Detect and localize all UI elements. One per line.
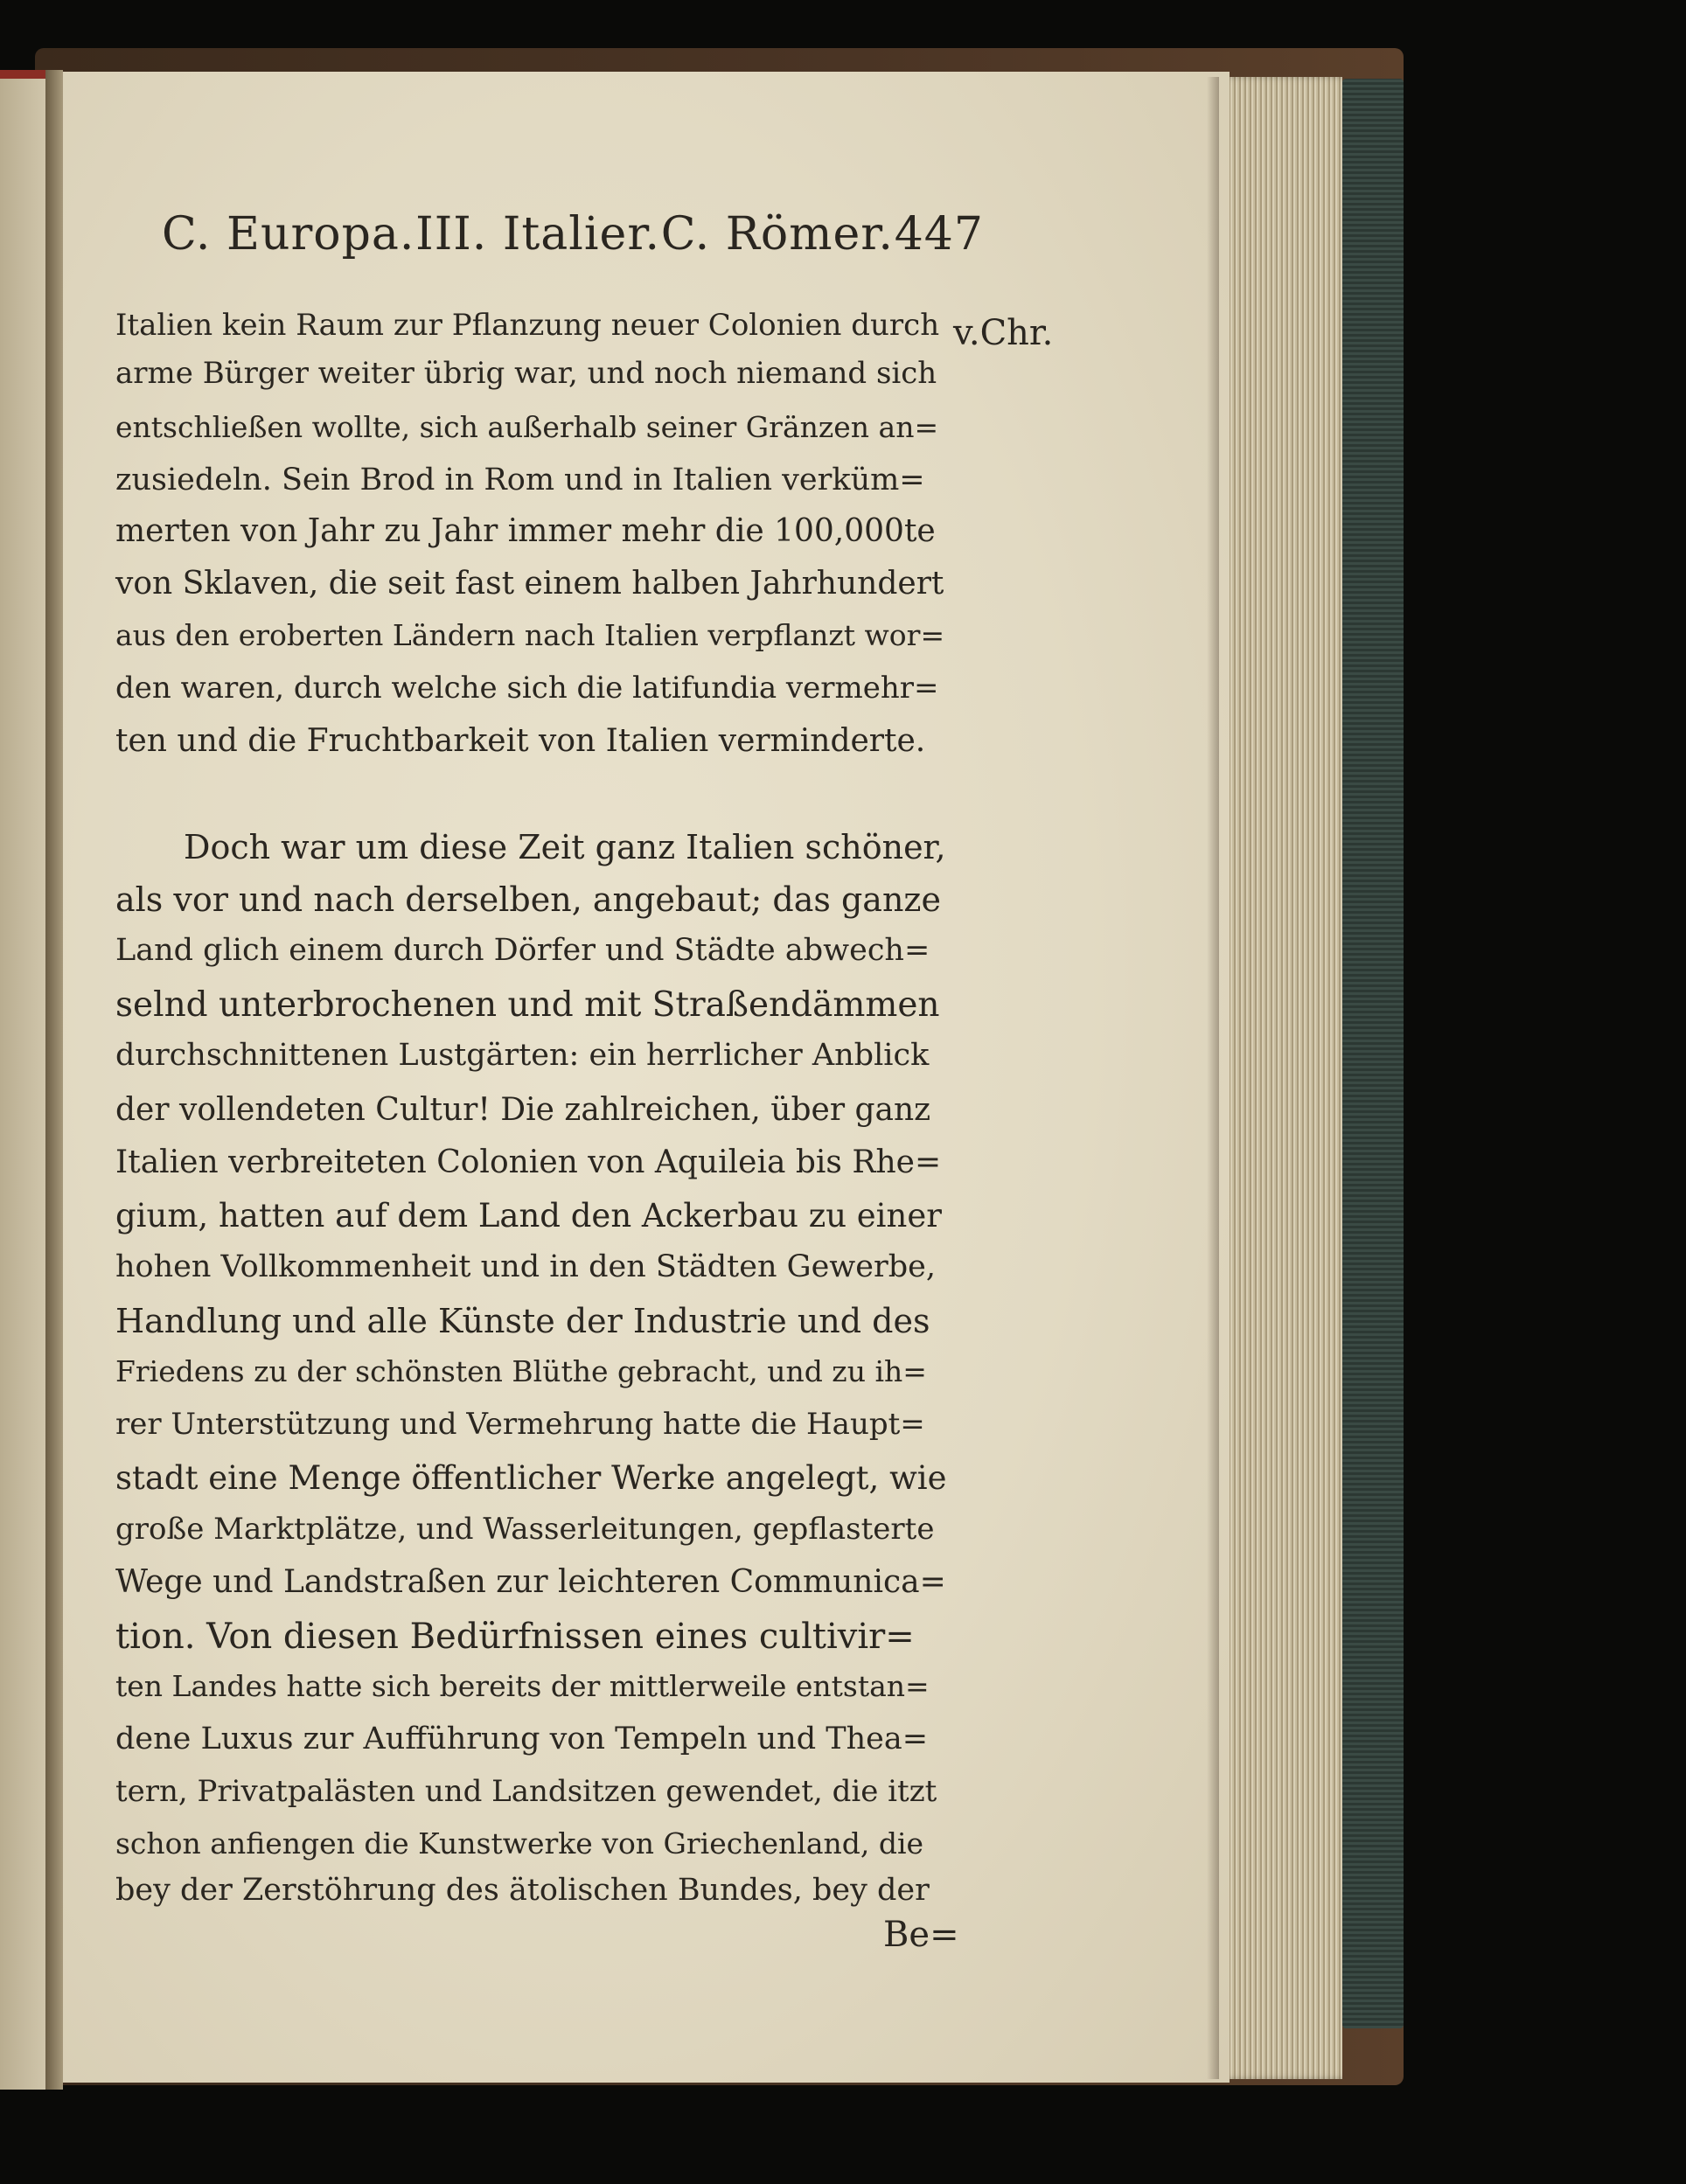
text-line: schon anfiengen die Kunstwerke von Griechenland, die (115, 1826, 924, 1861)
text-line: als vor und nach derselben, angebaut; das ganze (115, 880, 941, 919)
text-line: tern, Privatpalästen und Landsitzen gewendet, die itzt (115, 1774, 937, 1809)
text-line: dene Luxus zur Aufführung von Tempeln und Thea= (115, 1721, 929, 1756)
header-part: III. Italier. (415, 208, 661, 261)
text-line: ten und die Fruchtbarkeit von Italien verminderte. (115, 723, 926, 759)
text-line: rer Unterstützung und Vermehrung hatte die Haupt= (115, 1407, 925, 1442)
running-header (162, 208, 984, 261)
text-line: Handlung und alle Künste der Industrie und des (115, 1302, 930, 1340)
text-line: Land glich einem durch Dörfer und Städte abwech= (115, 933, 930, 968)
text-line: Italien verbreiteten Colonien von Aquileia bis Rhe= (115, 1144, 942, 1180)
text-line: Friedens zu der schönsten Blüthe gebracht, und zu ih= (115, 1354, 927, 1388)
text-line: merten von Jahr zu Jahr immer mehr die 100,000te (115, 513, 936, 549)
text-line: selnd unterbrochenen und mit Straßendämmen (115, 985, 940, 1025)
header-subpart: C. Römer. (660, 208, 894, 261)
catchword: Be= (883, 1915, 959, 1955)
text-line: ten Landes hatte sich bereits der mittlerweile entstan= (115, 1669, 930, 1703)
text-line: arme Bürger weiter übrig war, und noch niemand sich (115, 356, 937, 391)
text-line: bey der Zerstöhrung des ätolischen Bundes, bey der (115, 1873, 930, 1908)
text-line: der vollendeten Cultur! Die zahlreichen, über ganz (115, 1092, 931, 1128)
text-line: durchschnittenen Lustgärten: ein herrlicher Anblick (115, 1038, 930, 1073)
text-line: den waren, durch welche sich die latifundia vermehr= (115, 671, 939, 706)
paragraph-first-line: Doch war um diese Zeit ganz Italien schöner, (184, 828, 946, 866)
text-line: tion. Von diesen Bedürfnissen eines cultivir= (115, 1617, 915, 1657)
text-line: stadt eine Menge öffentlicher Werke angelegt, wie (115, 1459, 947, 1497)
text-line: hohen Vollkommenheit und in den Städten Gewerbe, (115, 1249, 936, 1284)
text-line: entschließen wollte, sich außerhalb seiner Gränzen an= (115, 410, 939, 444)
text-line: aus den eroberten Ländern nach Italien verpflanzt wor= (115, 618, 945, 652)
page-number: 447 (894, 208, 984, 261)
text-line: zusiedeln. Sein Brod in Rom und in Italien verküm= (115, 463, 925, 497)
text-line: von Sklaven, die seit fast einem halben Jahrhundert (115, 566, 944, 602)
text-line: gium, hatten auf dem Land den Ackerbau zu einer (115, 1197, 942, 1235)
header-section: C. Europa. (162, 208, 415, 261)
margin-note: v.Chr. (953, 313, 1054, 353)
text-line: Wege und Landstraßen zur leichteren Communica= (115, 1564, 946, 1600)
text-line: Italien kein Raum zur Pflanzung neuer Colonien durch (115, 308, 940, 343)
text-line: große Marktplätze, und Wasserleitungen, gepflasterte (115, 1512, 935, 1547)
